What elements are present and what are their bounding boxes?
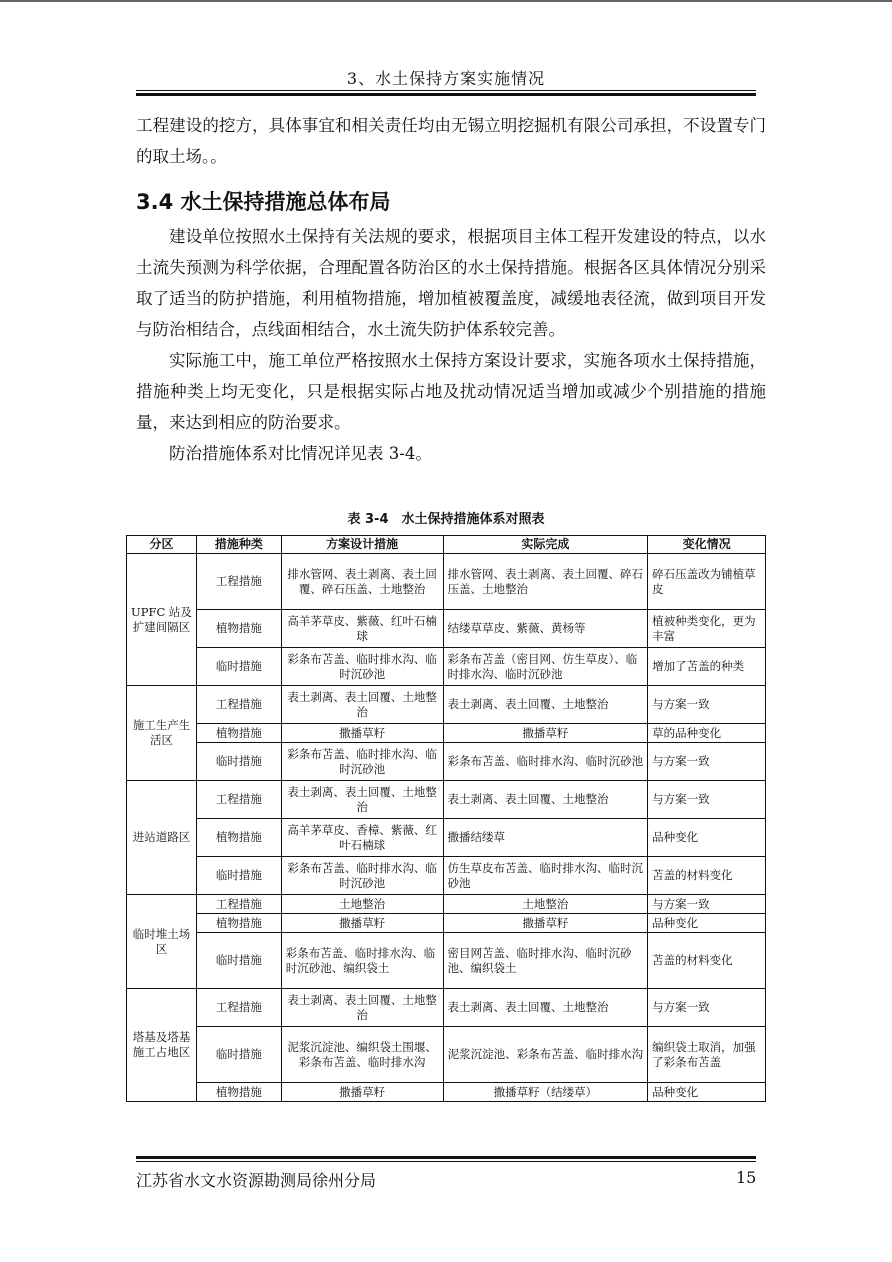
actual-cell: 密目网苫盖、临时排水沟、临时沉砂池、编织袋土 (443, 933, 648, 989)
design-cell: 彩条布苫盖、临时排水沟、临时沉砂池 (281, 857, 443, 895)
page-number: 15 (736, 1168, 757, 1187)
actual-cell: 表土剥离、表土回覆、土地整治 (443, 781, 648, 819)
footer-rule-thin (136, 1161, 756, 1162)
intro-block (136, 110, 766, 172)
table-row (127, 914, 766, 933)
table-header-row (127, 536, 766, 554)
change-cell: 与方案一致 (648, 989, 766, 1027)
table-row (127, 895, 766, 914)
footer-rule-thick (136, 1156, 756, 1159)
header-rule-thin (136, 90, 756, 91)
table-row (127, 648, 766, 686)
table-row (127, 1083, 766, 1102)
design-cell: 撒播草籽 (281, 1083, 443, 1102)
design-cell: 表土剥离、表土回覆、土地整治 (281, 989, 443, 1027)
type-cell: 临时措施 (196, 933, 281, 989)
change-cell: 植被种类变化，更为丰富 (648, 610, 766, 648)
table-row (127, 1027, 766, 1083)
design-cell: 土地整治 (281, 895, 443, 914)
top-border (0, 0, 892, 2)
table-row (127, 743, 766, 781)
type-cell: 临时措施 (196, 1027, 281, 1083)
actual-cell: 结缕草草皮、紫薇、黄杨等 (443, 610, 648, 648)
header-change: 变化情况 (648, 536, 766, 554)
design-cell: 表土剥离、表土回覆、土地整治 (281, 781, 443, 819)
type-cell: 工程措施 (196, 781, 281, 819)
footer-organization: 江苏省水文水资源勘测局徐州分局 (136, 1171, 377, 1190)
zone-cell: 临时堆土场区 (127, 895, 197, 989)
actual-cell: 仿生草皮布苫盖、临时排水沟、临时沉砂池 (443, 857, 648, 895)
header-rule-thick (136, 93, 756, 96)
change-cell: 苫盖的材料变化 (648, 857, 766, 895)
paragraph-3: 防治措施体系对比情况详见表 3-4。 (169, 444, 432, 463)
actual-cell: 撒播草籽 (443, 724, 648, 743)
change-cell: 苫盖的材料变化 (648, 933, 766, 989)
change-cell: 与方案一致 (648, 743, 766, 781)
table-row (127, 989, 766, 1027)
header-zone: 分区 (127, 536, 197, 554)
table-row (127, 857, 766, 895)
table-row (127, 724, 766, 743)
actual-cell: 表土剥离、表土回覆、土地整治 (443, 989, 648, 1027)
table-row (127, 610, 766, 648)
header-actual: 实际完成 (443, 536, 648, 554)
actual-cell: 表土剥离、表土回覆、土地整治 (443, 686, 648, 724)
design-cell: 撒播草籽 (281, 914, 443, 933)
change-cell: 品种变化 (648, 819, 766, 857)
paragraph-2: 实际施工中，施工单位严格按照水土保持方案设计要求，实施各项水土保持措施，措施种类上均无变化，只是根据实际占地及扰动情况适当增加或减少个别措施的措施量，来达到相应的防治要求。 (136, 351, 766, 432)
change-cell: 品种变化 (648, 914, 766, 933)
design-cell: 表土剥离、表土回覆、土地整治 (281, 686, 443, 724)
design-cell: 高羊茅草皮、紫薇、红叶石楠球 (281, 610, 443, 648)
header-measure-type: 措施种类 (196, 536, 281, 554)
type-cell: 工程措施 (196, 686, 281, 724)
change-cell: 品种变化 (648, 1083, 766, 1102)
change-cell: 与方案一致 (648, 686, 766, 724)
type-cell: 临时措施 (196, 743, 281, 781)
design-cell: 高羊茅草皮、香樟、紫薇、红叶石楠球 (281, 819, 443, 857)
table-caption: 表 3-4 水土保持措施体系对照表 (347, 512, 545, 527)
type-cell: 植物措施 (196, 610, 281, 648)
type-cell: 植物措施 (196, 1083, 281, 1102)
change-cell: 与方案一致 (648, 781, 766, 819)
actual-cell: 撒播草籽（结缕草） (443, 1083, 648, 1102)
change-cell: 草的品种变化 (648, 724, 766, 743)
type-cell: 植物措施 (196, 914, 281, 933)
change-cell: 编织袋土取消，加强了彩条布苫盖 (648, 1027, 766, 1083)
actual-cell: 撒播草籽 (443, 914, 648, 933)
design-cell: 泥浆沉淀池、编织袋土围堰、彩条布苫盖、临时排水沟 (281, 1027, 443, 1083)
type-cell: 工程措施 (196, 895, 281, 914)
section-heading: 3.4 水土保持措施总体布局 (136, 190, 391, 214)
section-body (136, 221, 766, 469)
zone-cell: 进站道路区 (127, 781, 197, 895)
change-cell: 碎石压盖改为铺植草皮 (648, 554, 766, 610)
actual-cell: 排水管网、表土剥离、表土回覆、碎石压盖、土地整治 (443, 554, 648, 610)
zone-cell: UPFC 站及扩建间隔区 (127, 554, 197, 686)
design-cell: 撒播草籽 (281, 724, 443, 743)
paragraph-1: 建设单位按照水土保持有关法规的要求，根据项目主体工程开发建设的特点，以水土流失预测为科学依据，合理配置各防治区的水土保持措施。根据各区具体情况分别采取了适当的防护措施，利用植物措施，增加植被覆盖度，减缓地表径流，做到项目开发与防治相结合，点线面相结合，水土流失防护体系较完善。 (136, 227, 766, 339)
design-cell: 排水管网、表土剥离、表土回覆、碎石压盖、土地整治 (281, 554, 443, 610)
actual-cell: 撒播结缕草 (443, 819, 648, 857)
type-cell: 临时措施 (196, 857, 281, 895)
table-row (127, 933, 766, 989)
zone-cell: 塔基及塔基施工占地区 (127, 989, 197, 1102)
change-cell: 与方案一致 (648, 895, 766, 914)
table-row (127, 819, 766, 857)
design-cell: 彩条布苫盖、临时排水沟、临时沉砂池、编织袋土 (281, 933, 443, 989)
type-cell: 工程措施 (196, 989, 281, 1027)
table-row (127, 686, 766, 724)
measures-table (126, 535, 766, 1102)
table-row (127, 554, 766, 610)
design-cell: 彩条布苫盖、临时排水沟、临时沉砂池 (281, 648, 443, 686)
actual-cell: 土地整治 (443, 895, 648, 914)
change-cell: 增加了苫盖的种类 (648, 648, 766, 686)
zone-cell: 施工生产生活区 (127, 686, 197, 781)
actual-cell: 彩条布苫盖（密目网、仿生草皮）、临时排水沟、临时沉砂池 (443, 648, 648, 686)
running-header: 3、水土保持方案实施情况 (346, 69, 546, 88)
table-row (127, 781, 766, 819)
type-cell: 植物措施 (196, 724, 281, 743)
actual-cell: 彩条布苫盖、临时排水沟、临时沉砂池 (443, 743, 648, 781)
design-cell: 彩条布苫盖、临时排水沟、临时沉砂池 (281, 743, 443, 781)
actual-cell: 泥浆沉淀池、彩条布苫盖、临时排水沟 (443, 1027, 648, 1083)
type-cell: 植物措施 (196, 819, 281, 857)
type-cell: 工程措施 (196, 554, 281, 610)
type-cell: 临时措施 (196, 648, 281, 686)
intro-paragraph: 工程建设的挖方，具体事宜和相关责任均由无锡立明挖掘机有限公司承担，不设置专门的取土场。。 (136, 116, 766, 166)
header-design: 方案设计措施 (281, 536, 443, 554)
